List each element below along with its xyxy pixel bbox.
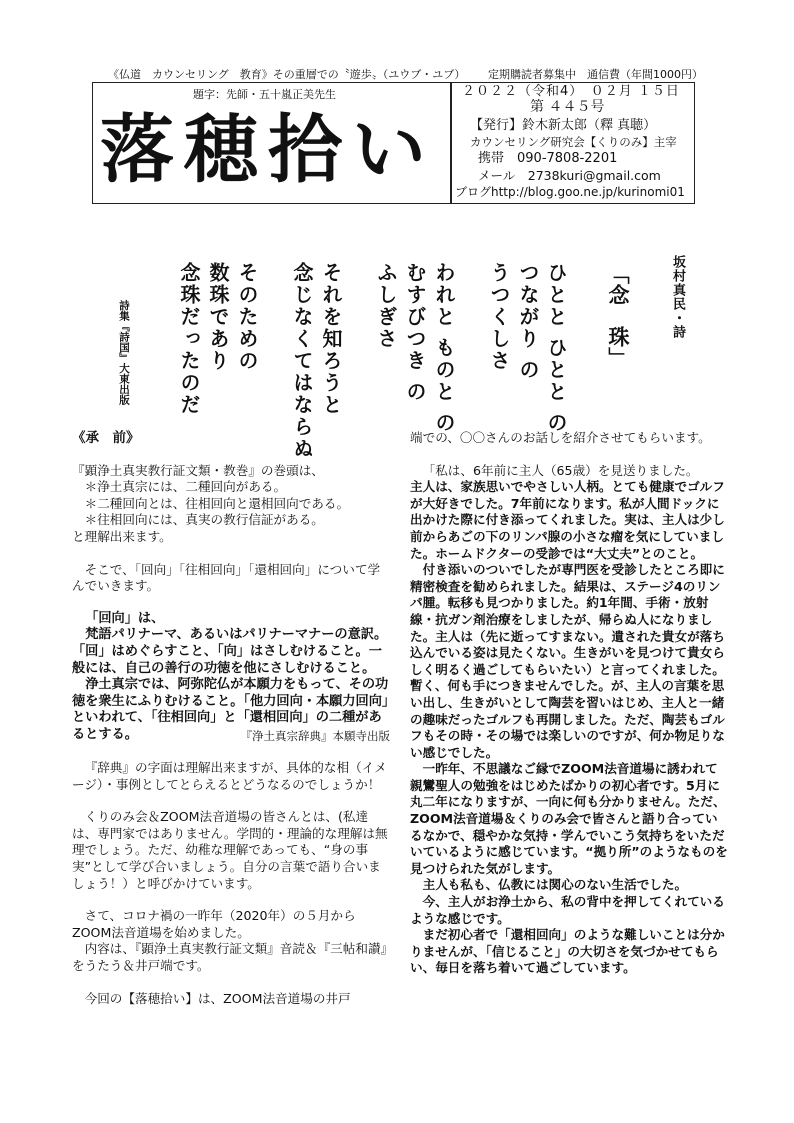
publisher: 【発行】鈴木新太郎（釋 真聴）	[470, 118, 657, 133]
issue-number: 第 ４４５号	[530, 99, 605, 115]
quote-paragraph: まだ初心者で「還相回向」のような難しいことは分かりませんが、「信じること」の大切さを気づかせてもらい、毎日を落ち着いて過ごしています。	[410, 927, 725, 976]
paragraph: 内容は、『顕浄土真実教行証文類』音読＆『三帖和讃』をうたう＆井戸端です。	[72, 941, 387, 974]
poem-title: 「念 珠」	[606, 263, 630, 368]
paragraph: 端での、〇〇さんのお話しを紹介させてもらいます。	[410, 430, 711, 445]
poem-author: 坂村真民・詩	[670, 255, 685, 339]
subscription-notice: 定期購読者募集中 通信費（年間1000円）	[488, 68, 703, 81]
poem-line: うつくしさ	[487, 262, 511, 372]
quote-paragraph: 付き添いのついでしたが専門医を受診したところ即に精密検査を勧められました。結果は、ステージ4のリンパ腫。転移も見つかりました。約1年間、手術・放射線・抗ガン剤治療をしましたが、帰らぬ人になりました。主人は（先に逝ってすまない。遺された貴女が落ち込んでいる姿は見たくない。生きがいを見つけて貴女らしく明るく過ごしてもらいたい）と言ってくれました。暫く、何も手につきませんでした。が、主人の言葉を思い出し、生きがいとして陶芸を習いはじめ、主人と一緒の趣味だったゴルフも再開しました。ただ、陶芸もゴルフもその時・その場では楽しいのですが、何か物足りない感じでした。	[410, 562, 725, 760]
definition-text: 浄土真宗では、阿弥陀仏が本願力をもって、その功徳を衆生にふりむけること。「他力回向・本願力回向」といわれて、「往相回向」と「還相回向」の二種があるとする。	[72, 677, 389, 742]
email: メール 2738kuri@gmail.com	[478, 168, 661, 183]
left-column	[72, 430, 390, 1007]
header-tagline: 《仏道 カウンセリング 教育》その重層での〝遊歩〟（ユウブ・ユブ）	[108, 68, 466, 81]
quote-paragraph: 「私は、6年前に主人（65歳）を見送りました。	[422, 462, 699, 478]
issue-date: ２０２２（令和4） ０２月 １５日	[462, 84, 680, 99]
poem-line: つながり の	[516, 262, 540, 381]
calligraphy-credit: 題字：先師・五十嵐正美先生	[193, 88, 336, 101]
poem-line: われと ものと の	[432, 262, 456, 434]
quote-paragraph: 主人は、家族思いでやさしい人柄。とても健康でゴルフが大好きでした。7年前になります。私が人間ドックに出かけた際に付き添ってくれました。実は、主人は少し前からあごの下のリンパ腺の小さな瘤を気にしていました。ホームドクターの受診では“大丈夫”とのこと。	[410, 479, 725, 561]
paragraph: 今回の【落穂拾い】は、ZOOM法音道場の井戸	[84, 990, 351, 1006]
paragraph: 『顕浄土真実教行証文類・教巻』の巻頭は、	[72, 462, 324, 478]
paragraph: さて、コロナ禍の一昨年（2020年）の５月からZOOM法音道場を始めました。	[72, 908, 356, 940]
newsletter-title: 落穂拾い	[100, 107, 436, 193]
paragraph: くりのみ会＆ZOOM法音道場の皆さんとは、(私達は、専門家ではありません。学問的・理論的な理解は無理でしょう。ただ、幼稚な理解であっても、“身の事実”として学び合いましょう。自分の言葉で語り合いましょう！）と呼びかけています。	[72, 809, 388, 891]
phone: 携帯 090-7808-2201	[478, 151, 618, 166]
paragraph: 『辞典』の字面は理解出来ますが、具体的な相（イメージ）・事例としてとらえるとどうなるのでしょうか！	[72, 760, 387, 792]
poem-line: 数珠であり	[206, 262, 230, 372]
quote-paragraph: 今、主人がお浄土から、私の背中を押してくれているような感じです。	[410, 894, 725, 926]
poem-line: それを知ろうと	[319, 262, 343, 416]
paragraph: そこで、「回向」「往相回向」「還相回向」について学んでいきます。	[72, 561, 381, 594]
blog-url[interactable]: ブログhttp://blog.goo.ne.jp/kurinomi01	[455, 185, 685, 199]
list-item: ＊往相回向には、真実の教行信証がある。	[84, 512, 324, 528]
poem-line: 念珠だったのだ	[177, 262, 201, 416]
poem-line: そのための	[235, 262, 259, 372]
poem-line: ひとと ひとと の	[544, 262, 568, 434]
right-column	[410, 430, 730, 977]
poem-line: むすびつき の	[403, 262, 427, 403]
poem-line: ふしぎさ	[374, 262, 398, 350]
definition-text: 梵語パリナーマ、あるいはパリナーマナーの意訳。「回」はめぐらすこと、「向」はさしむけること。一般には、自己の善行の功徳を他にさしむけること。	[72, 627, 388, 676]
definition-source: 『浄土真宗辞典』本願寺出版	[240, 728, 390, 743]
definition-heading: 「回向」は、	[85, 610, 165, 626]
poem-line: 念じなくてはならぬ	[290, 262, 314, 460]
list-item: ＊二種回向とは、往相回向と還相回向である。	[84, 495, 350, 511]
masthead-divider	[450, 82, 452, 204]
masthead-title-area	[100, 100, 440, 200]
organization: カウンセリング研究会【くりのみ】主宰	[470, 135, 677, 149]
list-item: ＊浄土真宗には、二種回向がある。	[84, 479, 287, 495]
paragraph: と理解出来ます。	[72, 528, 172, 544]
quote-paragraph: 主人も私も、仏教には関心のない生活でした。	[422, 877, 688, 893]
quote-paragraph: 一昨年、不思議なご縁でZOOM法音道場に誘われて親鸞聖人の勉強をはじめたばかりの初心者です。5月に丸二年になりますが、一向に何も分かりません。ただ、ZOOM法音道場＆くりのみ会で皆さんと語り合っているなかで、穏やかな気持・学んでいこう気持ちをいただいているように感じています。“拠り所”のようなものを見つけられた気がします。	[410, 761, 728, 876]
section-heading: 《承 前》	[72, 430, 140, 446]
poem-source: 詩集『詩国』大東出版	[118, 300, 130, 405]
